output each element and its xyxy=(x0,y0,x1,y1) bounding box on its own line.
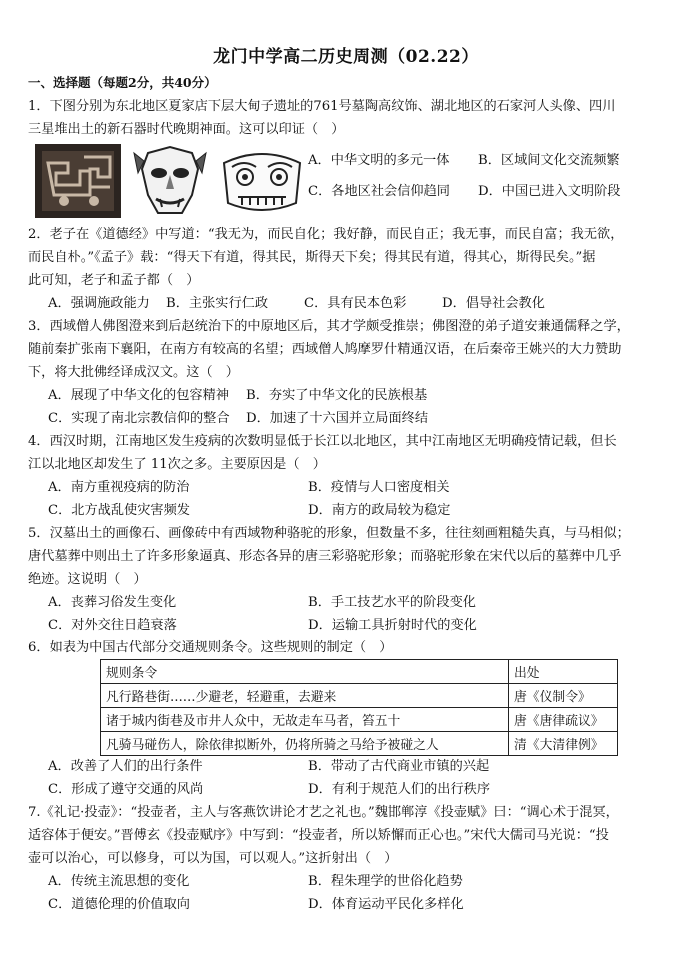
q2-line-2: 而民自朴。”《孟子》载：“得天下有道，得其民，斯得天下矣；得其民有道，得其心，斯得民矣。”据 xyxy=(28,250,596,265)
q6-option-c[interactable]: C．形成了遵守交通的风尚 xyxy=(48,782,204,797)
q3-option-b[interactable]: B．夯实了中华文化的民族根基 xyxy=(246,388,428,403)
q2-line-1: 2．老子在《道德经》中写道：“我无为，而民自化；我好静，而民自正；我无事，而民自富；我无欲， xyxy=(28,227,624,242)
q1-option-b[interactable]: B．区域间文化交流频繁 xyxy=(478,153,620,168)
q5-option-d[interactable]: D．运输工具折射时代的变化 xyxy=(308,618,477,633)
section-heading: 一、选择题（每题2分，共40分） xyxy=(28,75,217,90)
q6-option-d[interactable]: D．有利于规范人们的出行秩序 xyxy=(308,782,491,797)
q3-option-c[interactable]: C．实现了南北宗教信仰的整合 xyxy=(48,411,230,426)
q3-line-3: 下，将大批佛经译成汉文。这（ ） xyxy=(28,365,239,380)
q2-option-b[interactable]: B．主张实行仁政 xyxy=(166,296,269,311)
q2-option-c[interactable]: C．具有民本色彩 xyxy=(304,296,407,311)
q7-option-b[interactable]: B．程朱理学的世俗化趋势 xyxy=(308,874,463,889)
q5-option-a[interactable]: A．丧葬习俗发生变化 xyxy=(48,595,177,610)
q7-line-3: 壶可以治心，可以修身，可以为国，可以观人。”这折射出（ ） xyxy=(28,851,398,866)
q3-line-1: 3．西域僧人佛图澄来到后赵统治下的中原地区后，其才学颇受推崇；佛图澄的弟子道安兼通儒释之学， xyxy=(28,319,630,334)
table-header-row xyxy=(101,660,618,684)
q4-option-b[interactable]: B．疫情与人口密度相关 xyxy=(308,480,450,495)
pottery-pattern-image xyxy=(34,143,122,219)
exam-title: 龙门中学高二历史周测（02.22） xyxy=(213,47,479,67)
q1-line-2: 三星堆出土的新石器时代晚期神面。这可以印证（ ） xyxy=(28,122,345,137)
q1-option-a[interactable]: A．中华文明的多元一体 xyxy=(308,153,450,168)
sanxingdui-mask-image xyxy=(218,143,306,219)
q4-line-1: 4．西汉时期，江南地区发生疫病的次数明显低于长江以北地区，其中江南地区无明确疫情记载，但长 xyxy=(28,434,617,449)
q1-option-d[interactable]: D．中国已进入文明阶段 xyxy=(478,184,621,199)
q5-option-c[interactable]: C．对外交往日趋衰落 xyxy=(48,618,177,633)
q1-artifact-images xyxy=(34,143,312,219)
q6-line-1: 6．如表为中国古代部分交通规则条令。这些规则的制定（ ） xyxy=(28,640,393,655)
q7-option-c[interactable]: C．道德伦理的价值取向 xyxy=(48,897,190,912)
q4-option-a[interactable]: A．南方重视疫病的防治 xyxy=(48,480,190,495)
table-header: 出处 xyxy=(509,660,618,684)
q4-option-d[interactable]: D．南方的政局较为稳定 xyxy=(308,503,451,518)
q3-option-a[interactable]: A．展现了中华文化的包容精神 xyxy=(48,388,229,403)
q2-option-d[interactable]: D．倡导社会教化 xyxy=(442,296,545,311)
q5-option-b[interactable]: B．手工技艺水平的阶段变化 xyxy=(308,595,476,610)
table-cell: 凡骑马碰伤人，除依律拟断外，仍将所骑之马给予被碰之人 xyxy=(101,732,509,756)
q7-option-a[interactable]: A．传统主流思想的变化 xyxy=(48,874,190,889)
q5-line-1: 5．汉墓出土的画像石、画像砖中有西域物种骆驼的形象，但数量不多，往往刻画粗糙失真，与马相似； xyxy=(28,526,630,541)
table-cell: 清《大清律例》 xyxy=(509,732,618,756)
q3-option-d[interactable]: D．加速了十六国并立局面终结 xyxy=(246,411,429,426)
q6-option-a[interactable]: A．改善了人们的出行条件 xyxy=(48,759,203,774)
table-row xyxy=(101,732,618,756)
q4-option-c[interactable]: C．北方战乱使灾害频发 xyxy=(48,503,190,518)
q2-line-3: 此可知，老子和孟子都（ ） xyxy=(28,273,200,288)
q3-line-2: 随前秦扩张南下襄阳，在南方有较高的名望；西域僧人鸠摩罗什精通汉语，在后秦帝王姚兴的大力赞助 xyxy=(28,342,622,357)
q5-line-3: 绝迹。这说明（ ） xyxy=(28,572,147,587)
shijiahe-head-image xyxy=(126,143,214,219)
table-row xyxy=(101,708,618,732)
q5-line-2: 唐代墓葬中则出土了许多形象逼真、形态各异的唐三彩骆驼形象；而骆驼形象在宋代以后的墓葬中几乎 xyxy=(28,549,622,564)
q7-line-2: 适容体于便安。”晋傅玄《投壶赋序》中写到：“投壶者，所以矫懈而正心也。”宋代大儒司马光说：“投 xyxy=(28,828,609,843)
table-row xyxy=(101,684,618,708)
q1-line-1: 1．下图分别为东北地区夏家店下层大甸子遗址的761号墓陶高纹饰、湖北地区的石家河人头像、四川 xyxy=(28,99,616,114)
q6-option-b[interactable]: B．带动了古代商业市镇的兴起 xyxy=(308,759,490,774)
table-cell: 凡行路巷街……少避老，轻避重，去避来 xyxy=(101,684,509,708)
q4-line-2: 江以北地区却发生了 11次之多。主要原因是（ ） xyxy=(28,457,326,472)
table-header: 规则条令 xyxy=(101,660,509,684)
table-cell: 唐《唐律疏议》 xyxy=(509,708,618,732)
q2-option-a[interactable]: A．强调施政能力 xyxy=(48,296,150,311)
traffic-rules-table xyxy=(100,659,618,756)
table-cell: 诸于城内街巷及市井人众中，无故走车马者，笞五十 xyxy=(101,708,509,732)
table-cell: 唐《仪制令》 xyxy=(509,684,618,708)
q7-option-d[interactable]: D．体育运动平民化多样化 xyxy=(308,897,464,912)
q7-line-1: 7.《礼记·投壶》：“投壶者，主人与客燕饮讲论才艺之礼也。”魏邯郸淳《投壶赋》曰：“调心术于混冥， xyxy=(28,805,619,820)
q1-option-c[interactable]: C．各地区社会信仰趋同 xyxy=(308,184,450,199)
